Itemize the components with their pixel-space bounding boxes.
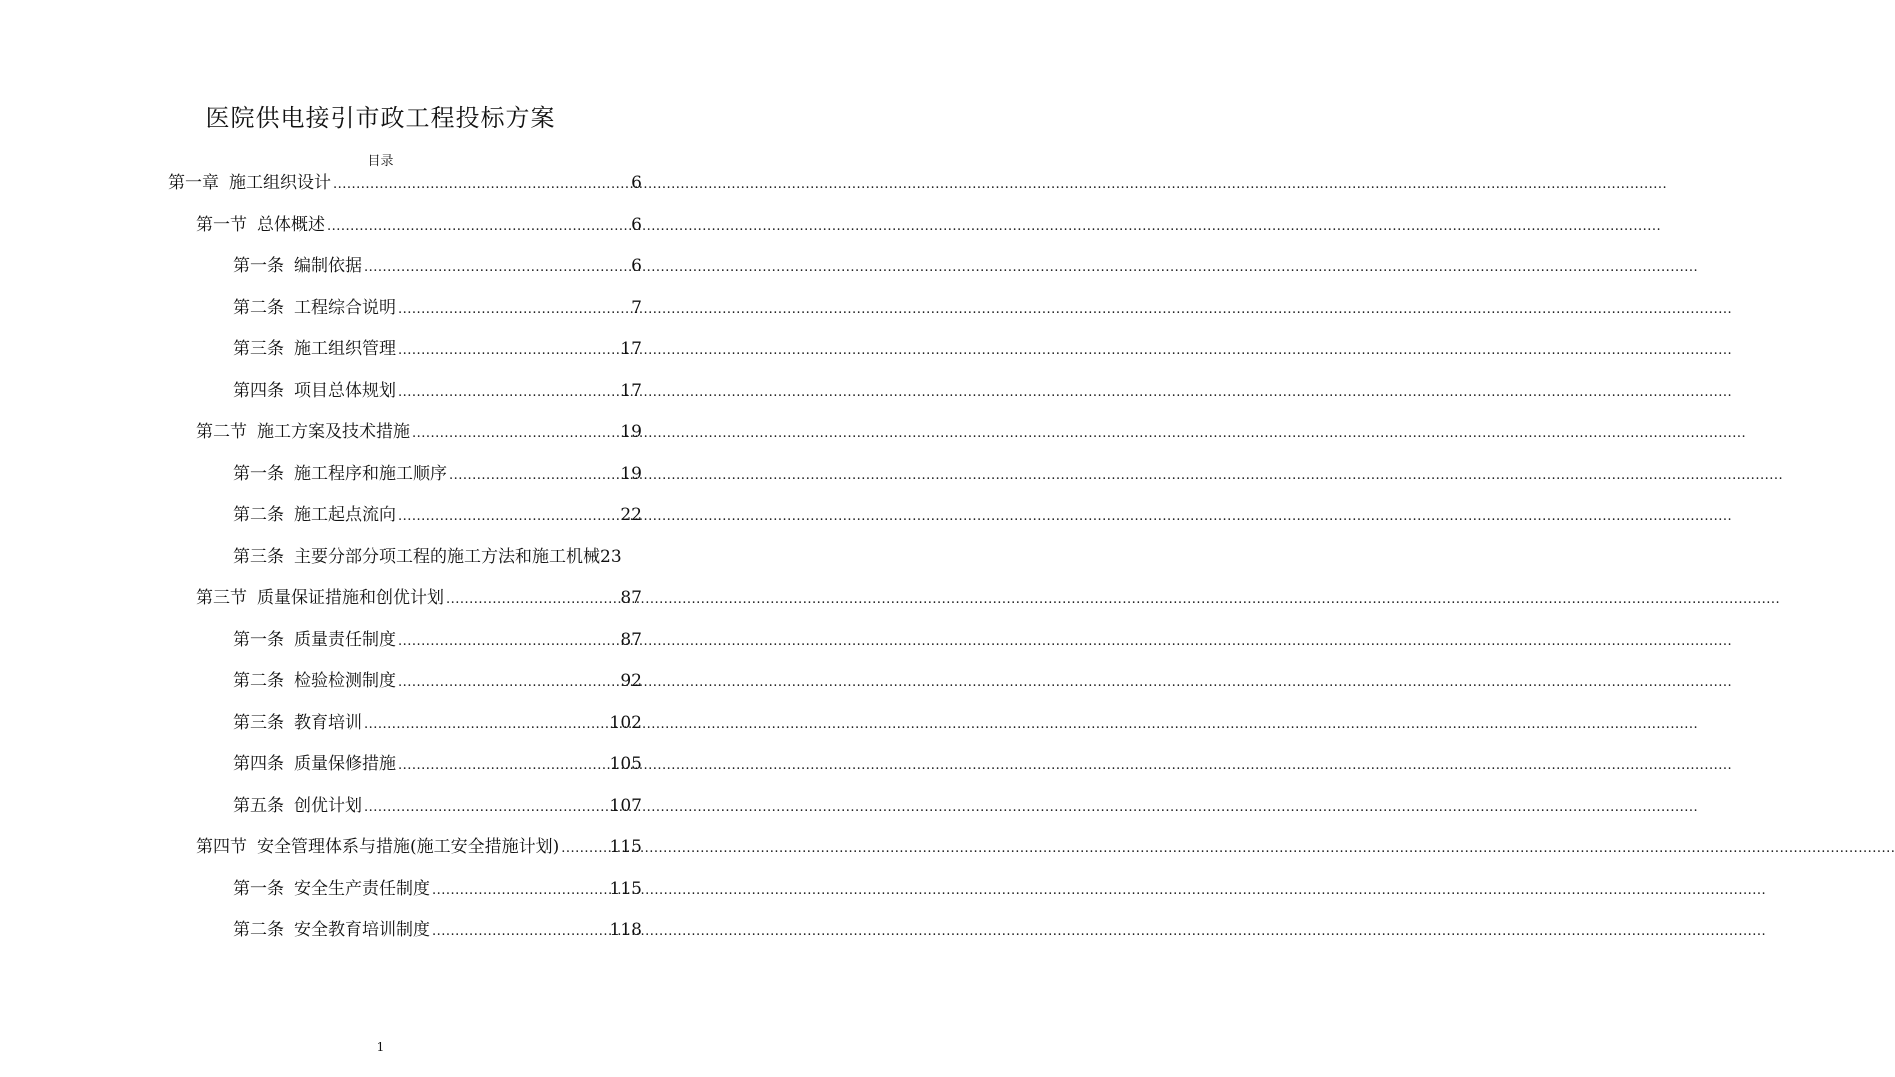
toc-entry-number: 第一章 — [168, 173, 219, 193]
toc-entry-number: 第二条 — [233, 920, 284, 940]
toc-entry-label: 施工程序和施工顺序 — [294, 463, 447, 484]
toc-entry-page: 92 — [620, 671, 642, 691]
toc-entry[interactable] — [196, 834, 642, 860]
toc-leader-dots — [398, 380, 618, 406]
toc-entry[interactable] — [168, 170, 642, 196]
toc-entry-page: 102 — [609, 712, 642, 733]
toc-leader-dots — [432, 919, 608, 945]
toc-entry-number: 第二条 — [233, 505, 284, 525]
toc-entry-label: 工程综合说明 — [294, 297, 396, 318]
toc-entry-label: 质量保证措施和创优计划 — [257, 588, 444, 608]
toc-entry[interactable] — [233, 378, 642, 404]
toc-entry-label: 施工组织管理 — [294, 339, 396, 359]
toc-entry-page: 6 — [631, 173, 642, 193]
toc-entry-number: 第一条 — [233, 463, 284, 484]
toc-leader-dots — [327, 214, 629, 240]
toc-entry-number: 第四节 — [196, 837, 247, 857]
toc-entry[interactable] — [233, 461, 642, 487]
toc-entry[interactable] — [233, 876, 642, 902]
toc-entry-label: 安全生产责任制度 — [294, 878, 430, 899]
toc-entry-number: 第三条 — [233, 339, 284, 359]
toc-entry[interactable] — [233, 502, 642, 528]
toc-entry[interactable] — [233, 253, 642, 279]
toc-entry-page: 87 — [620, 588, 642, 608]
toc-entry-label: 安全管理体系与措施(施工安全措施计划) — [257, 837, 560, 857]
toc-entry-number: 第三条 — [233, 712, 284, 733]
toc-entry-label: 施工起点流向 — [294, 505, 396, 525]
toc-entry[interactable] — [233, 336, 642, 362]
toc-entry-page: 7 — [631, 297, 642, 318]
toc-leader-dots — [398, 504, 618, 530]
toc-entry-label: 质量保修措施 — [294, 754, 396, 774]
toc-entry-page: 118 — [609, 920, 642, 940]
toc-leader-dots — [364, 795, 608, 821]
toc-entry[interactable] — [233, 751, 642, 777]
toc-entry-number: 第二条 — [233, 297, 284, 318]
toc-leader-dots — [398, 753, 608, 779]
toc-entry-number: 第二条 — [233, 671, 284, 691]
toc-entry[interactable] — [233, 295, 642, 321]
toc-leader-dots — [364, 712, 608, 738]
toc-entry-page: 105 — [609, 754, 642, 774]
page-number: 1 — [376, 1040, 385, 1054]
toc-leader-dots — [446, 587, 618, 613]
toc-entry[interactable] — [233, 710, 642, 736]
toc-entry-label: 质量责任制度 — [294, 629, 396, 650]
toc-entry-page: 23 — [600, 546, 622, 567]
toc-leader-dots — [398, 338, 618, 364]
toc-entry-number: 第四条 — [233, 754, 284, 774]
toc-entry-label: 教育培训 — [294, 712, 362, 733]
toc-leader-dots — [412, 421, 618, 447]
toc-leader-dots — [449, 463, 618, 489]
toc-entry[interactable] — [196, 419, 642, 445]
toc-entry-label: 编制依据 — [294, 256, 362, 276]
toc-heading: 目录 — [367, 154, 394, 169]
toc-entry-number: 第一节 — [196, 214, 247, 235]
toc-entry-number: 第五条 — [233, 795, 284, 816]
toc-entry-number: 第三条 — [233, 546, 284, 567]
toc-entry-label: 项目总体规划 — [294, 380, 396, 401]
toc-entry-page: 107 — [609, 795, 642, 816]
toc-entry-label: 总体概述 — [257, 214, 325, 235]
toc-entry[interactable] — [196, 212, 642, 238]
toc-entry-number: 第一条 — [233, 629, 284, 650]
toc-entry[interactable] — [233, 627, 642, 653]
toc-entry[interactable] — [196, 585, 642, 611]
toc-entry-page: 19 — [620, 463, 642, 484]
toc-entry-page: 17 — [620, 380, 642, 401]
toc-entry-page: 19 — [620, 422, 642, 442]
toc-leader-dots — [398, 297, 629, 323]
toc-entry-label: 主要分部分项工程的施工方法和施工机械 — [294, 546, 600, 567]
toc-leader-dots — [398, 670, 618, 696]
toc-entry-page: 115 — [609, 837, 642, 857]
toc-entry-page: 6 — [631, 256, 642, 276]
toc-leader-dots — [333, 172, 629, 198]
toc-entry[interactable] — [233, 793, 642, 819]
toc-entry[interactable] — [233, 544, 642, 570]
toc-entry[interactable] — [233, 668, 642, 694]
toc-entry[interactable] — [233, 917, 642, 943]
toc-entry-page: 87 — [620, 629, 642, 650]
document-title: 医院供电接引市政工程投标方案 — [205, 104, 556, 132]
toc-entry-label: 安全教育培训制度 — [294, 920, 430, 940]
toc-entry-page: 22 — [620, 505, 642, 525]
toc-entry-label: 施工组织设计 — [229, 173, 331, 193]
toc-leader-dots — [432, 878, 608, 904]
toc-entry-page: 6 — [631, 214, 642, 235]
toc-entry-label: 创优计划 — [294, 795, 362, 816]
toc-entry-page: 115 — [609, 878, 642, 899]
toc-entry-number: 第一条 — [233, 878, 284, 899]
toc-entry-page: 17 — [620, 339, 642, 359]
toc-leader-dots — [398, 629, 618, 655]
toc-entry-number: 第二节 — [196, 422, 247, 442]
toc-leader-dots — [364, 255, 629, 281]
toc-entry-number: 第三节 — [196, 588, 247, 608]
toc-entry-number: 第四条 — [233, 380, 284, 401]
toc-entry-label: 施工方案及技术措施 — [257, 422, 410, 442]
toc-entry-label: 检验检测制度 — [294, 671, 396, 691]
toc-entry-number: 第一条 — [233, 256, 284, 276]
toc-leader-dots — [561, 836, 607, 862]
